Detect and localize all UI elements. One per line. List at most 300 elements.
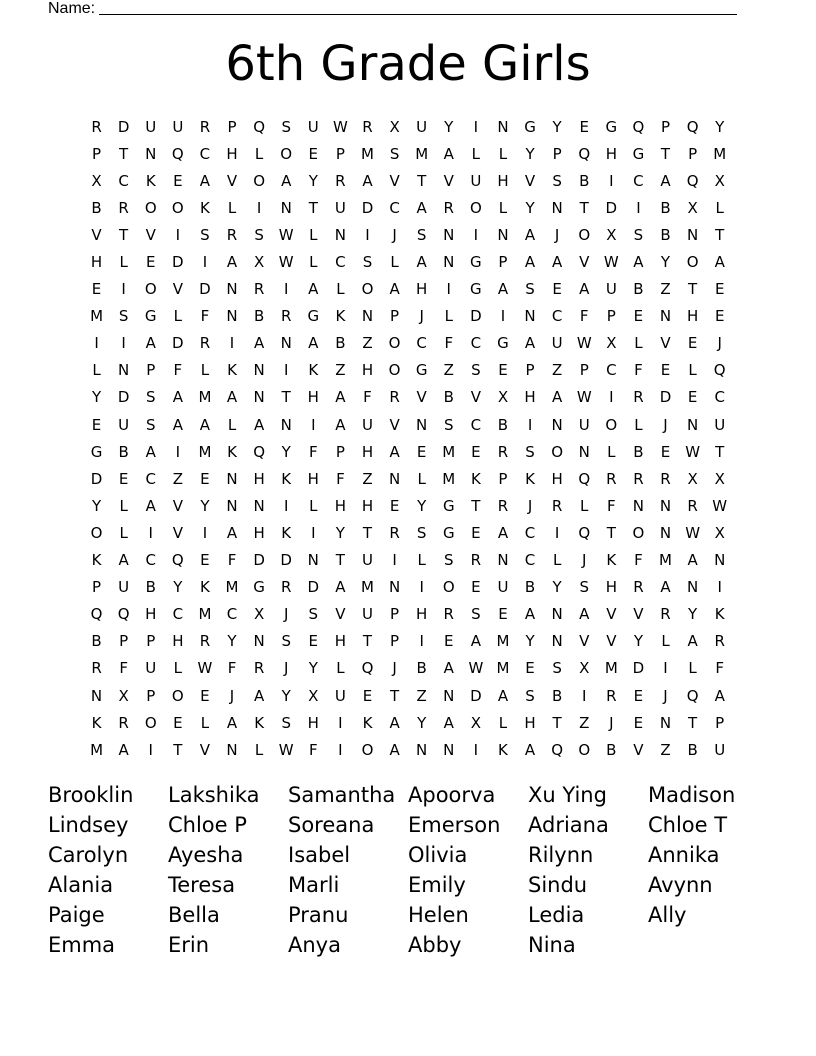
grid-letter: X (606, 225, 617, 244)
grid-letter: D (280, 551, 292, 570)
grid-letter: M (198, 605, 212, 624)
word-list-item: Emily (408, 873, 466, 897)
grid-letter: W (278, 253, 294, 272)
grid-letter: X (687, 469, 698, 488)
word-list-item: Rilynn (528, 843, 594, 867)
grid-letter: N (388, 469, 401, 488)
name-blank-line[interactable] (99, 0, 737, 15)
grid-letter: Y (525, 632, 535, 651)
grid-letter: G (253, 578, 265, 597)
grid-letter: R (389, 523, 400, 542)
grid-letter: N (714, 551, 726, 570)
grid-letter: P (146, 361, 156, 380)
grid-letter: R (443, 198, 454, 217)
grid-letter: T (119, 144, 129, 163)
grid-letter: D (199, 280, 211, 299)
grid-letter: Q (171, 551, 184, 570)
word-search-grid (83, 113, 733, 763)
grid-letter: M (496, 632, 510, 651)
grid-letter: G (307, 307, 320, 326)
grid-letter: L (498, 198, 508, 217)
grid-letter: J (554, 225, 560, 244)
grid-letter: H (253, 469, 265, 488)
grid-letter: U (118, 578, 130, 597)
grid-letter: N (388, 578, 401, 597)
grid-letter: W (576, 388, 592, 407)
grid-letter: U (416, 117, 428, 136)
grid-letter: D (172, 334, 184, 353)
grid-row (83, 736, 733, 763)
grid-letter: O (144, 280, 157, 299)
grid-letter: C (416, 334, 427, 353)
grid-letter: S (444, 415, 454, 434)
grid-letter: T (362, 523, 373, 542)
grid-letter: V (172, 280, 183, 299)
grid-letter: G (415, 361, 428, 380)
grid-letter: X (253, 253, 265, 272)
grid-letter: R (335, 171, 346, 190)
grid-letter: P (715, 713, 725, 732)
grid-letter: S (444, 551, 454, 570)
grid-letter: R (470, 551, 482, 570)
grid-letter: Y (91, 388, 102, 407)
grid-letter: V (633, 740, 644, 759)
grid-letter: N (686, 415, 699, 434)
grid-letter: U (578, 415, 590, 434)
grid-letter: F (308, 442, 318, 461)
grid-letter: O (280, 144, 293, 163)
grid-letter: H (497, 171, 509, 190)
word-list-item: Brooklin (48, 783, 134, 807)
grid-letter: I (365, 225, 370, 244)
grid-letter: E (525, 659, 535, 678)
grid-letter: C (145, 551, 156, 570)
grid-letter: N (334, 225, 346, 244)
grid-letter: E (633, 686, 644, 705)
grid-letter: T (119, 225, 129, 244)
grid-letter: T (362, 632, 373, 651)
grid-letter: N (280, 415, 292, 434)
grid-letter: J (392, 659, 397, 678)
grid-letter: M (442, 469, 456, 488)
grid-letter: N (280, 334, 292, 353)
grid-letter: A (416, 198, 427, 217)
grid-letter: K (91, 713, 102, 732)
grid-letter: R (389, 388, 400, 407)
grid-letter: T (389, 686, 400, 705)
grid-letter: K (281, 523, 292, 542)
grid-letter: K (606, 551, 617, 570)
grid-letter: O (388, 361, 401, 380)
grid-row (83, 303, 733, 330)
word-list-item: Erin (168, 933, 210, 957)
grid-letter: Q (686, 686, 699, 705)
grid-row (83, 357, 733, 384)
grid-letter: S (281, 117, 291, 136)
grid-letter: I (527, 415, 533, 434)
grid-letter: L (661, 632, 670, 651)
grid-letter: H (307, 388, 319, 407)
grid-letter: M (198, 388, 212, 407)
grid-letter: Z (362, 334, 373, 353)
grid-letter: W (197, 659, 213, 678)
grid-letter: V (335, 605, 346, 624)
grid-letter: E (498, 361, 508, 380)
grid-letter: N (497, 225, 509, 244)
grid-letter: I (663, 659, 668, 678)
name-field[interactable] (48, 0, 737, 18)
grid-letter: Y (444, 117, 454, 136)
grid-letter: E (91, 415, 102, 434)
grid-letter: A (687, 632, 698, 651)
grid-letter: Q (578, 469, 591, 488)
grid-letter: B (633, 280, 644, 299)
grid-letter: V (416, 388, 427, 407)
grid-letter: F (336, 469, 345, 488)
grid-letter: D (307, 578, 320, 597)
grid-letter: V (579, 253, 590, 272)
grid-row (83, 330, 733, 357)
grid-letter: N (145, 144, 157, 163)
grid-letter: J (229, 686, 235, 705)
word-list-item: Nina (528, 933, 576, 957)
grid-letter: Q (117, 605, 130, 624)
grid-letter: S (525, 280, 535, 299)
grid-letter: A (253, 686, 265, 705)
grid-letter: S (552, 659, 562, 678)
grid-letter: J (283, 659, 289, 678)
grid-letter: K (362, 713, 373, 732)
grid-letter: L (390, 253, 399, 272)
grid-letter: F (715, 659, 725, 678)
word-list-item: Lakshika (168, 783, 260, 807)
grid-row (83, 628, 733, 655)
grid-letter: O (171, 198, 184, 217)
grid-letter: M (225, 578, 239, 597)
grid-letter: C (335, 253, 346, 272)
grid-letter: Y (91, 496, 102, 515)
grid-letter: V (579, 632, 590, 651)
grid-letter: G (470, 280, 482, 299)
grid-letter: A (281, 171, 292, 190)
grid-letter: P (390, 632, 400, 651)
grid-letter: Y (281, 442, 291, 461)
grid-letter: I (202, 523, 208, 542)
grid-letter: A (199, 415, 211, 434)
grid-letter: E (362, 686, 373, 705)
grid-letter: E (308, 632, 319, 651)
grid-letter: K (200, 198, 210, 217)
grid-letter: K (91, 551, 102, 570)
grid-letter: E (687, 388, 698, 407)
grid-letter: B (416, 659, 427, 678)
grid-letter: H (361, 361, 374, 380)
grid-letter: I (175, 225, 181, 244)
grid-letter: O (578, 740, 591, 759)
grid-letter: N (659, 713, 672, 732)
grid-letter: R (118, 198, 129, 217)
grid-letter: N (551, 198, 563, 217)
grid-letter: V (443, 171, 454, 190)
grid-letter: G (442, 496, 455, 515)
grid-letter: O (605, 415, 618, 434)
grid-letter: E (714, 307, 725, 326)
grid-letter: V (226, 171, 238, 190)
grid-letter: Q (578, 144, 591, 163)
grid-letter: I (283, 496, 289, 515)
grid-letter: I (446, 280, 451, 299)
grid-letter: K (714, 605, 725, 624)
grid-letter: A (389, 280, 400, 299)
grid-letter: N (253, 388, 265, 407)
grid-letter: O (361, 280, 374, 299)
grid-letter: B (633, 442, 644, 461)
grid-letter: E (200, 686, 210, 705)
word-list-item: Emerson (408, 813, 501, 837)
grid-letter: T (715, 225, 725, 244)
grid-letter: V (389, 415, 400, 434)
grid-letter: B (660, 225, 671, 244)
grid-letter: A (524, 740, 536, 759)
grid-letter: H (416, 605, 428, 624)
grid-row (83, 709, 733, 736)
grid-letter: S (633, 225, 644, 244)
grid-letter: N (686, 578, 699, 597)
grid-letter: A (579, 605, 590, 624)
grid-letter: R (551, 496, 563, 515)
grid-letter: L (498, 144, 508, 163)
grid-letter: O (686, 253, 699, 272)
grid-letter: I (175, 442, 181, 461)
grid-letter: U (714, 740, 726, 759)
grid-letter: Y (525, 198, 535, 217)
grid-letter: N (226, 307, 238, 326)
grid-letter: B (606, 740, 617, 759)
grid-letter: H (605, 144, 617, 163)
grid-letter: Q (578, 523, 591, 542)
grid-letter: I (311, 415, 316, 434)
grid-row (83, 194, 733, 221)
grid-letter: U (497, 578, 509, 597)
grid-letter: Y (281, 686, 291, 705)
grid-letter: I (283, 361, 289, 380)
grid-letter: N (307, 551, 319, 570)
grid-letter: O (90, 523, 103, 542)
grid-letter: A (633, 253, 644, 272)
grid-letter: S (281, 632, 291, 651)
grid-letter: F (119, 659, 128, 678)
grid-letter: A (253, 334, 265, 353)
word-list-item: Sindu (528, 873, 588, 897)
grid-letter: R (443, 605, 454, 624)
grid-letter: V (172, 496, 183, 515)
grid-letter: X (606, 334, 617, 353)
grid-letter: N (659, 307, 672, 326)
grid-letter: E (714, 280, 725, 299)
grid-letter: P (525, 361, 535, 380)
grid-letter: T (660, 144, 671, 163)
grid-letter: E (660, 361, 671, 380)
word-list-item: Bella (168, 903, 220, 927)
word-list-item: Xu Ying (528, 783, 607, 807)
grid-letter: D (470, 686, 482, 705)
grid-letter: A (226, 523, 238, 542)
grid-letter: M (496, 659, 510, 678)
grid-letter: H (686, 307, 699, 326)
grid-letter: C (633, 171, 644, 190)
grid-letter: Y (525, 144, 535, 163)
grid-letter: A (145, 442, 156, 461)
grid-letter: W (576, 334, 592, 353)
grid-letter: I (473, 740, 479, 759)
grid-letter: A (497, 523, 509, 542)
grid-letter: S (416, 523, 427, 542)
grid-letter: B (253, 307, 265, 326)
grid-letter: K (308, 361, 319, 380)
grid-letter: L (417, 469, 426, 488)
grid-letter: C (524, 523, 536, 542)
grid-letter: V (660, 334, 671, 353)
grid-letter: Z (443, 361, 454, 380)
grid-letter: S (145, 415, 156, 434)
grid-letter: A (199, 171, 211, 190)
grid-letter: T (308, 198, 318, 217)
grid-letter: S (579, 578, 589, 597)
grid-letter: I (338, 740, 343, 759)
grid-letter: Y (552, 117, 562, 136)
grid-letter: C (389, 198, 400, 217)
grid-letter: V (91, 225, 102, 244)
grid-letter: Z (660, 280, 671, 299)
grid-letter: T (173, 740, 183, 759)
grid-letter: E (444, 632, 454, 651)
grid-row (83, 574, 733, 601)
grid-letter: I (582, 686, 587, 705)
word-list-item: Soreana (288, 813, 375, 837)
grid-letter: A (497, 280, 509, 299)
grid-letter: I (202, 253, 208, 272)
word-list-item: Ledia (528, 903, 585, 927)
grid-letter: H (334, 632, 347, 651)
grid-letter: E (660, 442, 671, 461)
grid-letter: Y (688, 605, 698, 624)
grid-letter: D (361, 198, 374, 217)
grid-letter: R (253, 659, 265, 678)
word-list-item: Chloe P (168, 813, 247, 837)
grid-letter: N (226, 740, 238, 759)
grid-letter: M (198, 442, 212, 461)
grid-letter: T (552, 713, 562, 732)
grid-letter: L (173, 307, 182, 326)
grid-letter: O (578, 225, 591, 244)
grid-letter: P (498, 469, 508, 488)
grid-row (83, 492, 733, 519)
grid-letter: G (470, 253, 482, 272)
grid-letter: L (309, 496, 318, 515)
grid-letter: O (171, 686, 184, 705)
grid-letter: Z (416, 686, 427, 705)
grid-letter: C (714, 388, 725, 407)
grid-letter: A (335, 578, 346, 597)
grid-letter: H (416, 280, 428, 299)
grid-letter: A (552, 388, 563, 407)
grid-letter: U (470, 171, 482, 190)
grid-letter: A (118, 740, 129, 759)
grid-row (83, 221, 733, 248)
grid-letter: A (416, 253, 427, 272)
grid-letter: A (118, 551, 129, 570)
grid-letter: V (606, 605, 617, 624)
grid-letter: I (419, 578, 424, 597)
grid-letter: L (498, 713, 508, 732)
word-list-item: Marli (288, 873, 340, 897)
grid-letter: N (443, 253, 455, 272)
grid-letter: Y (417, 496, 427, 515)
grid-letter: R (280, 578, 292, 597)
grid-letter: E (471, 523, 481, 542)
grid-letter: J (527, 496, 533, 515)
grid-letter: C (118, 171, 129, 190)
grid-letter: L (417, 551, 426, 570)
grid-letter: H (172, 632, 184, 651)
grid-letter: N (632, 496, 645, 515)
grid-letter: N (118, 361, 130, 380)
word-list-item: Anya (288, 933, 341, 957)
grid-letter: K (335, 307, 346, 326)
word-list-item: Alania (48, 873, 114, 897)
grid-letter: Z (579, 713, 590, 732)
grid-letter: M (90, 307, 104, 326)
grid-letter: S (416, 225, 427, 244)
word-list-item: Abby (408, 933, 462, 957)
grid-letter: P (688, 144, 698, 163)
grid-letter: G (442, 523, 455, 542)
grid-letter: B (118, 442, 129, 461)
word-list-item: Annika (648, 843, 720, 867)
word-list-item: Samantha (288, 783, 396, 807)
grid-letter: R (687, 496, 698, 515)
grid-letter: D (632, 659, 645, 678)
grid-row (83, 601, 733, 628)
grid-letter: N (253, 496, 265, 515)
grid-letter: S (389, 144, 400, 163)
grid-letter: K (254, 713, 265, 732)
grid-letter: S (525, 686, 535, 705)
grid-letter: A (389, 713, 400, 732)
grid-letter: E (200, 551, 210, 570)
grid-letter: L (119, 253, 128, 272)
grid-letter: K (227, 442, 237, 461)
word-list-item: Chloe T (648, 813, 728, 837)
grid-letter: F (308, 740, 318, 759)
grid-letter: N (226, 469, 238, 488)
grid-letter: C (470, 415, 482, 434)
grid-letter: E (579, 117, 589, 136)
grid-letter: N (280, 198, 292, 217)
grid-letter: V (199, 740, 211, 759)
grid-letter: E (173, 171, 183, 190)
grid-letter: E (498, 605, 508, 624)
grid-letter: Y (308, 171, 318, 190)
grid-letter: E (91, 280, 102, 299)
grid-letter: N (416, 415, 428, 434)
grid-letter: A (389, 740, 400, 759)
grid-letter: N (497, 551, 509, 570)
grid-letter: P (390, 307, 400, 326)
grid-letter: A (524, 225, 536, 244)
grid-letter: Q (253, 442, 266, 461)
grid-letter: R (633, 469, 644, 488)
